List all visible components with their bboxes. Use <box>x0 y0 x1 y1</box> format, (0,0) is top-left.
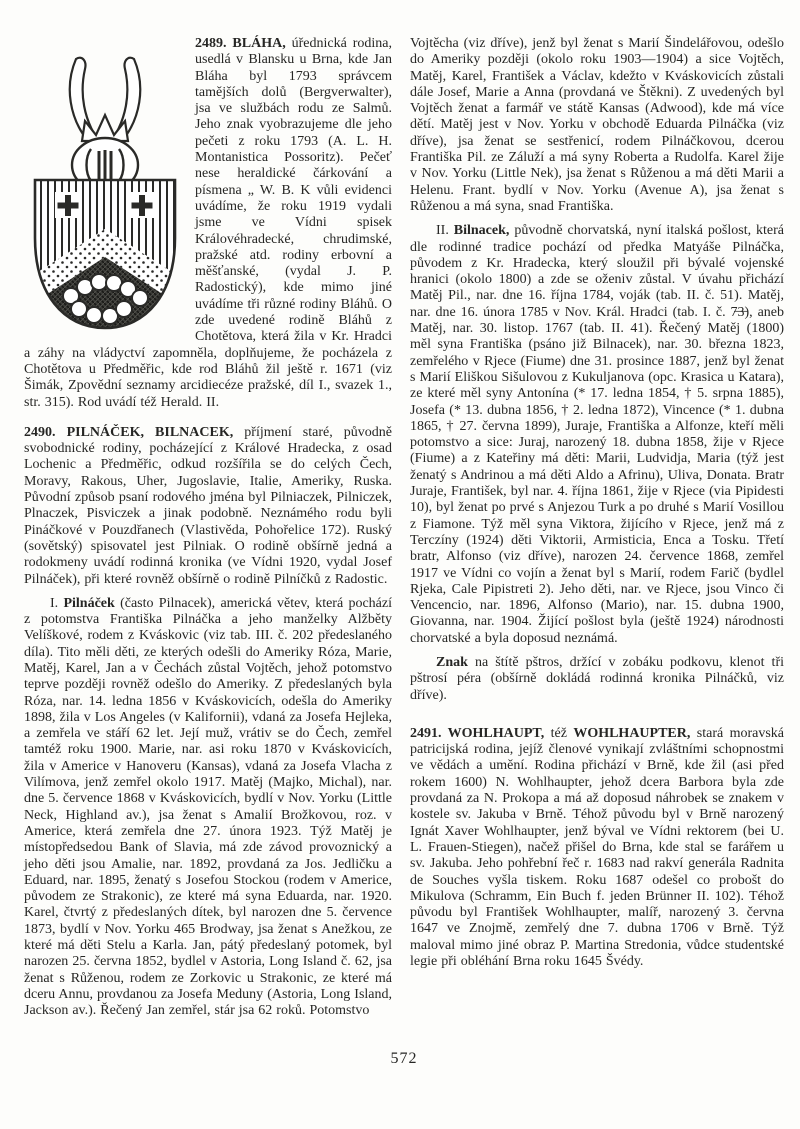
paragraph-bilnacek-croatian-branch <box>410 223 784 647</box>
entry-2490-heading: 2490. PILNÁČEK, BILNACEK, <box>24 424 234 440</box>
coat-of-arms-svg <box>24 53 186 331</box>
continuation-text: Vojtěcha (viz dříve), jenž byl ženat s Marií Šindelářovou, odešlo do Ameriky později (okolo roku 1903—1904) a sice Vojtěch, Matěj, Karel, František a Václav, kdežto v Kváskovicích zůstali dále Josef, Marie a Anna (provdaná ve Štěkni). Z uvedených byl Vojtěch ženat a farmář ve státě Kansas (Adwood), kde má více dětí. Matěj jest v Nov. Yorku v obchodě Eduarda Pilnáčka (viz dříve), jsa ženat se sestřenicí, rodem Pilnáčkovou, dcerou Františka Pil. ze Záluží a má syny Roberta a Rudolfa. Karel žije v Nov. Yorku (Little Nek), jsa ženat s Růženou a má děti Marii a Helenu. Frant. bydlí v Nov. Yorku (Avenue A), jsa ženat s Růženou a má syna, snad Františka. <box>410 36 784 214</box>
entry-2491-heading-2: WOHLHAUPTER, <box>573 725 691 741</box>
branch-numeral: II. <box>436 223 454 239</box>
znak-label: Znak <box>436 654 468 670</box>
branch-text: (často Pilnacek), americká větev, která pochází z potomstva Františka Pilnáčka a jeho manželky Alžběty Velíškové, rodem z Kváskovic (viz tab. III. č. 202 předeslaného díla). Tito měli děti, ze kterých odešli do Ameriky Róza, Marie, Matěj, Karel, Jan a v Čechách zůstal Vojtěch, jehož potomstvo teprve později rovněž odešlo do Ameriky. Z předeslaných byla Róza, nar. 14. ledna 1856 v Kváskovicích, odešla do Ameriky 1898, žila v Los Angeles (v Kalifornii), vdaná za Josefa Hejleka, a zemřela ve stáří 62 let. Její muž, vrátiv se do Čech, zemřel tamtéž roku 1900. Marie, nar. asi roku 1870 v Kváskovicích, žila v Americe v Hanoveru (Kansas), vdaná za Josefa Vlacha z Vilímova, jenž zemřel okolo 1917. Matěj (Majko, Michal), nar. dne 5. července 1868 v Kváskovicích, bydlí v Nov. Yorku (Little Neck, Highland av.), jsa ženat s Amalií Brožkovou, roz. v Americe, která zemřela dne 27. února 1923. Týž Matěj je místopředsedou Bank of Slavia, má zde závod provoznický a jeho děti jsou Amalie, nar. 1892, provdaná za Jos. Jedličku a Eduard, nar. 1895, ženatý s Josefou Stockou (rodem v Americe, původem ze Strakonic), ze které má syna Eduarda, nar. 1920. Karel, čtvrtý z předeslaných dítek, byl narozen dne 5. července 1873, bydlí v Nov. Yorku 465 Brodway, jsa ženat s Anežkou, ze které má děti Stelu a Karla. Jan, pátý předeslaný potomek, byl narozen 25. června 1852, bydlel v Astoria, Long Island č. 62, jsa ženat s Růženou, rodem ze Zorkovic u Strakonic, ze které má dceru Annu, provdanou za Josefa Meduny (Astoria, Long Island, Jackson av.). Řečený Jan zemřel, stár jsa 62 roků. Potomstvo <box>24 595 392 1019</box>
right-column <box>410 36 784 1020</box>
branch-text: původně chorvatská, nyní italská pošlost, která dle rodinné tradice pochází od předka Matyáše Pilnáčka, původem z Kr. Hradecka, který sloužil při bývalé vojenské hranici (okolo 1800) a zde se oženiv zůstal. V úvahu přichází Matěj Pil., nar. dne 16. října 1784, voják (tab. II. č. 51). Matěj, nar. dne 16. února 1785 v Nov. Král. Hradci (tab. I. č. 7̶3̶), aneb Matěj, nar. 30. listop. 1767 (tab. II. 41). Řečený Matěj (1800) měl syna Františka (psáno již Bilnacek), nar. 30. března 1823, zemřelého v Rjece (Fiume) dne 31. prosince 1887, jenž byl ženat s Marií Eliškou Sišulovou z Kukuljanova (opc. Krasica u Katara), ze které měl syny Antonína (* 17. ledna 1854, † 5. srpna 1885), Josefa (* 13. dubna 1856, † 2. ledna 1872), Vincence (* 1. dubna 1865, † 27. června 1899), Juraje, Františka a Alfonze, kteří měli potomstvo a sice: Juraj, narozený 18. dubna 1858, žije v Rjece (Fiume) a z Kateřiny má děti: Marii, Ludvidja, Maria (týž jest ženatý s Andrinou a má děti Aldo a Afrinu), Uliva, Donata. Bratr Juraje, František, byl nar. 4. října 1861, žije v Rjece (via Pipidesti 10), byl ženat po prvé s Anjezou Turk a po druhé s Marií Vosillou z Fiamone. Týž měl syna Viktora, žijícího v Rjece, jenž má z Terczíny (1924) děti Viktorii, Armisticia, Enca a Tosku. Třetí bratr, Alfonso (viz dříve), narozen 24. července 1868, zemřel 1917 ve Vídni co vojín a ženat byl s Marií, rodem Farič (bydlel Rjeka, Cale Pipistreti 2). Jeho děti, nar. ve Rjece, jsou Vinco či Vencencio, nar. 1896, Alfonso (Mario), nar. 15. dubna 1900, Giovanna, nar. 1904. Žijící pošlost byla (ještě 1924) národnosti chorvatské a byla doposud neznámá. <box>410 223 785 646</box>
entry-2489 <box>24 36 392 411</box>
page-number: 572 <box>390 1049 418 1067</box>
blaha-coat-of-arms-image <box>24 53 186 331</box>
paragraph-pilnacek-american-branch <box>24 596 392 1020</box>
entry-2491-heading-1: 2491. WOHLHAUPT, <box>410 725 545 741</box>
znak-text: na štítě pštros, držící v zobáku podkovu, klenot tři pštrosí péra (obšírně dokládá rodinná kronika Pilnáčků, viz dříve). <box>410 654 784 703</box>
entry-2491 <box>410 726 784 970</box>
text-columns <box>24 36 784 1020</box>
entry-2490-text: příjmení staré, původně svobodnické rodiny, pocházející z Králové Hradecka, z osad Lochenic a Předměřic, odkud rozšířila se do celých Čech, Moravy, Rakous, Uher, Jugoslavie, Italie, Ameriky, Ruska. Původní způsob psaní rodového jména byl Pilniaczek, Pilniczek, Plnaczek, Pisviczek a jinak podobně. Neznámého rodu byli Pináčkové v Pouzdřanech (Vlastivěda, Pohořelice 172). Ruský (sovětský) spisovatel jest Pilniak. O rodině obšírně jedná a rodokmeny uvádí rodinná kronika (ve Vídni 1920, vydal Josef Pilnáček), při které rovněž obšírně o rodině Pilníčků z Radostic. <box>24 424 392 587</box>
branch-numeral: I. <box>50 595 64 611</box>
entry-2491-text: stará moravská patricijská rodina, jejíž členové vynikají zvláštními schopnostmi ve vědách a umění. Rodina přichází v Brně, kde žil (asi před rokem 1600) N. Wohlhaupter, jehož dcera Barbora byla zde provdaná za N. Prokopa a má až doposud náhrobek se znakem v kostele sv. Jakuba v Brně. Téhož původu byl v Brně narozený Ignát Xaver Wohlhaupter, jenž býval ve Vídni rektorem (bei U. L. Frauen-Stiegen), načež přišel do Brna, kde stal se farářem u sv. Jakuba. Jeho pohřební řeč r. 1683 nad rakví generála Radnita de Souches vyšla tiskem. Roku 1687 odešel co probošt do Mikulova (Schramm, Ein Buch f. jeden Brünner II. 102). Téhož původu byl František Wohlhaupter, malíř, narozený 3. června 1647 ve Znojmě, zemřelý dne 7. dubna 1706 v Brně. Týž maloval mimo jiné obraz P. Martina Stredonia, vůdce studentské legie při obléhání Brna roku 1645 Švédy. <box>410 725 785 970</box>
entry-2491-connector: též <box>544 725 574 741</box>
branch-name: Pilnáček <box>63 595 115 611</box>
entry-2489-heading: 2489. BLÁHA, <box>195 36 286 51</box>
paragraph-vojtech-continuation <box>410 36 784 215</box>
paragraph-znak <box>410 655 784 704</box>
entry-2489-text: úřednická rodina, usedlá v Blansku u Brna, kde Jan Bláha byl 1793 správcem tamějších dolů (Bergverwalter), jsa ve službách rodu ze Salmů. Jeho znak vyobrazujeme dle jeho pečeti z roku 1793 (A. L. H. Montanistica Possoritz). Pečeť nese heraldické čárkování a písmena „ W. B. K vůli evidenci uvádíme, že roku 1919 vydali jsme ve Vídni spisek Královéhradecké, chrudimské, pražské atd. rodiny erbovní a měšťanské, (vydal J. P. Radostický), kde mimo jiné uvádíme tři různé rodiny Bláhů. O zde uvedené rodině Bláhů z Chotětova, která žila v Kr. Hradci a záhy na vládyctví zapomněla, doplňujeme, že pocházela z Chotětova u Předměřic, kde rod Bláhů žil ještě r. 1671 (viz Šimák, Zpovědní seznamy arcidiecéze pražské, díl I., svazek 1., str. 315). Rod uvádí též Herald. II. <box>24 36 392 410</box>
left-column <box>24 36 392 1020</box>
branch-name: Bilnacek, <box>453 223 510 239</box>
entry-2490 <box>24 425 392 588</box>
